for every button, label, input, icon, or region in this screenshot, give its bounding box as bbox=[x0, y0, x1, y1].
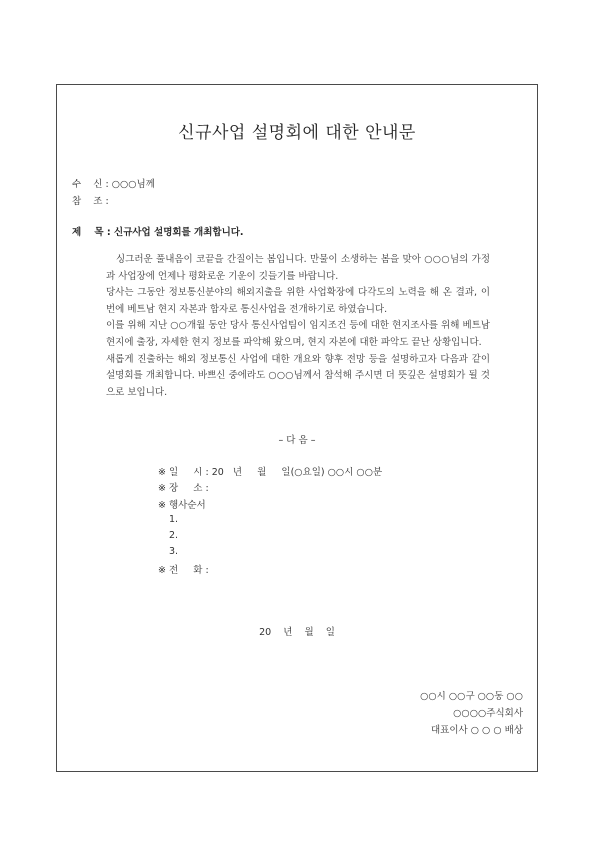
order-line bbox=[158, 497, 206, 511]
reference-line bbox=[72, 193, 109, 207]
body-paragraph-2: 당사는 그동안 정보통신분야의 해외지출을 위한 사업확장에 다각도의 노력을 해 온 결과, 이번에 베트남 현지 자본과 합자로 통신사업을 전개하기로 하였습니다. bbox=[106, 287, 490, 315]
subject-value: 신규사업 설명회를 개최합니다. bbox=[114, 227, 244, 238]
order-item-3: 3. bbox=[169, 546, 179, 557]
datetime-line bbox=[158, 464, 382, 478]
subject-line bbox=[72, 224, 244, 238]
body-paragraph-4: 새롭게 진출하는 해외 정보통신 사업에 대한 개요와 향후 전망 등을 설명하고자 다음과 같이 설명회를 개최합니다. 바쁘신 중에라도 ○○○님께서 참석해 주시면 더 뜻깊은 설명회가 될 것으로 보입니다. bbox=[106, 353, 490, 398]
date-line: 20 년 월 일 bbox=[259, 627, 335, 638]
recipient-label: 수 신 : bbox=[72, 179, 109, 190]
place-label: ※ 장 소 : bbox=[158, 483, 209, 494]
reference-label: 참 조 : bbox=[72, 196, 109, 207]
recipient-line bbox=[72, 176, 155, 190]
order-item-1: 1. bbox=[169, 514, 179, 525]
body-paragraph-1: 싱그러운 풀내음이 코끝을 간질이는 봄입니다. 만물이 소생하는 봄을 맞아 ○○○님의 가정과 사업장에 언제나 평화로운 기운이 깃들기를 바랍니다. bbox=[106, 254, 490, 282]
phone-label: ※ 전 화 : bbox=[158, 565, 209, 576]
recipient-value: ○○○님께 bbox=[111, 179, 155, 190]
body-paragraph-3: 이를 위해 지난 ○○개월 동안 당사 통신사업팀이 임지조건 등에 대한 현지조사를 위해 베트남 현지에 출장, 자세한 현지 정보를 파악해 왔으며, 현지 자본에 대한 파악도 끝난 상황입니다. bbox=[106, 320, 490, 348]
sender-address: ○○시 ○○구 ○○동 ○○ bbox=[420, 691, 523, 702]
datetime-label: ※ 일 시 : bbox=[158, 467, 209, 478]
document-title: 신규사업 설명회에 대한 안내문 bbox=[178, 123, 416, 143]
notice-heading: – 다 음 – bbox=[278, 435, 316, 446]
subject-label: 제 목 : bbox=[72, 227, 111, 238]
sender-ceo: 대표이사 ○ ○ ○ 배상 bbox=[430, 725, 523, 736]
body-text bbox=[106, 252, 490, 401]
place-line bbox=[158, 480, 209, 494]
phone-line bbox=[158, 562, 209, 576]
order-label: ※ 행사순서 bbox=[158, 500, 206, 511]
order-item-2: 2. bbox=[169, 530, 179, 541]
sender-company: ○○○○주식회사 bbox=[453, 708, 523, 719]
datetime-value: 20 년 월 일(○요일) ○○시 ○○분 bbox=[211, 467, 383, 478]
